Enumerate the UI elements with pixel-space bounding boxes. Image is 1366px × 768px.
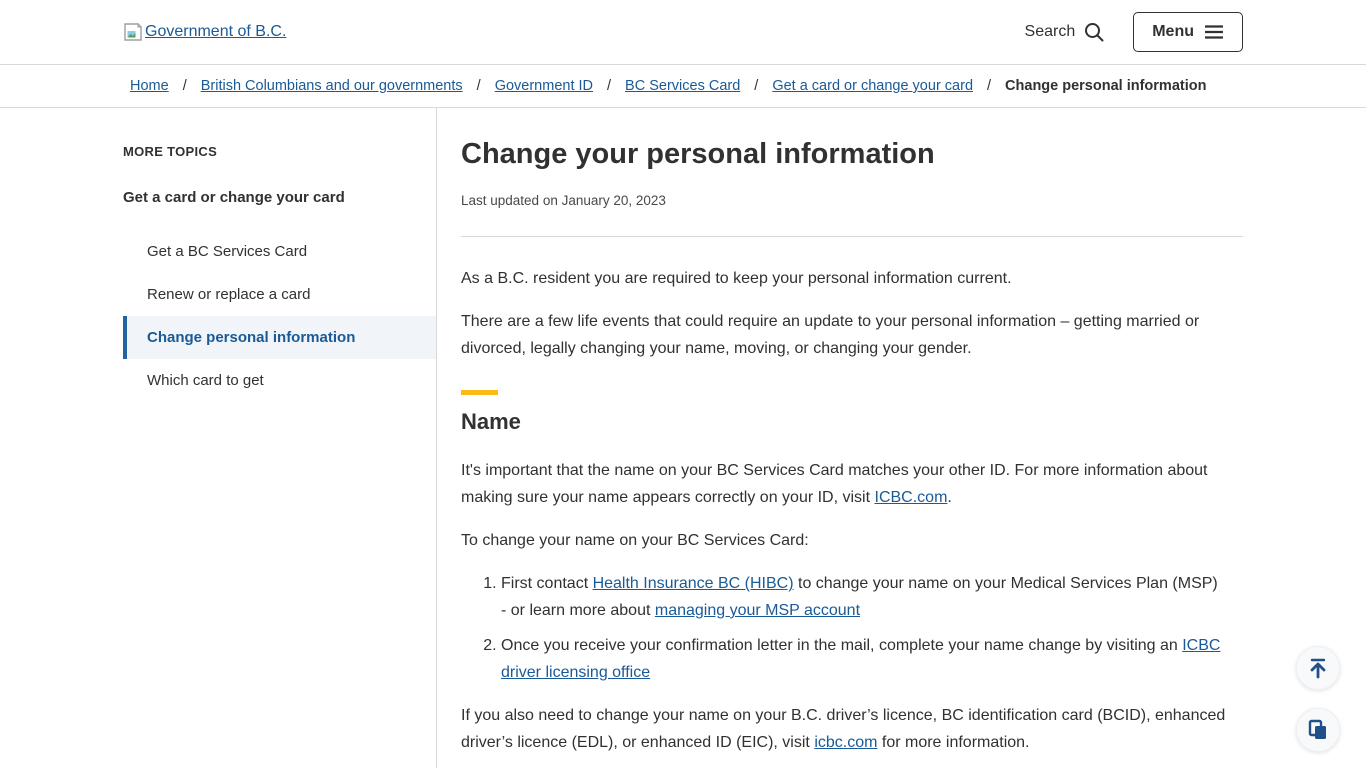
site-header	[0, 0, 1366, 64]
step-2	[501, 632, 1221, 686]
icbc-com-lower-link[interactable]: icbc.com	[814, 734, 878, 751]
breadcrumb-separator: /	[476, 78, 481, 94]
sidebar-heading: MORE TOPICS	[123, 144, 218, 159]
copy-page-button[interactable]	[1296, 708, 1340, 752]
arrow-up-icon	[1307, 657, 1329, 679]
sidebar-parent-link[interactable]: Get a card or change your card	[123, 189, 345, 206]
copy-icon	[1308, 719, 1328, 741]
gold-accent-bar	[461, 390, 498, 395]
broken-image-icon	[123, 22, 143, 42]
search-label: Search	[1024, 23, 1076, 40]
breadcrumb-government-id[interactable]: Government ID	[494, 78, 594, 94]
breadcrumb-separator: /	[754, 78, 759, 94]
gov-bc-logo-link[interactable]	[123, 22, 286, 42]
text-segment: Once you receive your confirmation letter in the mail, complete your name change by visiting an	[501, 637, 1183, 654]
text-segment: .	[947, 489, 952, 506]
text-segment: It's important that the name on your BC Services Card matches your other ID. For more information about making sure your name appears correctly on your ID, visit	[461, 462, 1208, 506]
managing-msp-account-link[interactable]: managing your MSP account	[654, 602, 861, 619]
breadcrumb-separator: /	[607, 78, 612, 94]
search-button[interactable]	[1025, 21, 1106, 43]
menu-button[interactable]	[1133, 12, 1243, 52]
hibc-link[interactable]: Health Insurance BC (HIBC)	[592, 575, 794, 592]
sidebar-item-change-personal-information[interactable]: Change personal information	[123, 316, 436, 359]
sidebar-item-renew-or-replace[interactable]: Renew or replace a card	[147, 286, 311, 303]
breadcrumb-bc-services-card[interactable]: BC Services Card	[625, 78, 741, 94]
logo-alt-text: Government of B.C.	[145, 23, 287, 40]
sidebar-item-which-card-to-get[interactable]: Which card to get	[147, 372, 264, 389]
breadcrumb-current-page: Change personal information	[1005, 78, 1207, 94]
text-segment: If you also need to change your name on your B.C. driver’s licence, BC identification card (BCID), enhanced driver’s licence (EDL), or enhanced ID (EIC), visit	[461, 707, 1226, 751]
divider	[461, 236, 1243, 237]
breadcrumb	[0, 64, 1366, 108]
search-icon	[1083, 21, 1105, 43]
breadcrumb-get-a-card[interactable]: Get a card or change your card	[772, 78, 974, 94]
text-segment: to change your name on your Medical Services Plan (MSP) - or learn more about	[501, 575, 1218, 619]
icbc-com-link[interactable]: ICBC.com	[874, 489, 948, 506]
intro-paragraph-2: There are a few life events that could require an update to your personal information – getting married or divorced, legally changing your name, moving, or changing your gender.	[461, 313, 1200, 357]
breadcrumb-british-columbians[interactable]: British Columbians and our governments	[200, 78, 463, 94]
step-1	[501, 570, 1221, 624]
menu-label: Menu	[1152, 23, 1194, 40]
sidebar-item-get-a-bc-services-card[interactable]: Get a BC Services Card	[147, 243, 308, 260]
breadcrumb-separator: /	[182, 78, 187, 94]
icbc-driver-licensing-office-link[interactable]: ICBC driver licensing office	[501, 637, 1221, 681]
name-paragraph-3	[461, 702, 1243, 756]
name-paragraph-1	[461, 457, 1243, 511]
intro-paragraph-1: As a B.C. resident you are required to keep your personal information current.	[461, 270, 1012, 287]
name-paragraph-2: To change your name on your BC Services Card:	[461, 532, 809, 549]
hamburger-icon	[1204, 24, 1224, 40]
side-navigation	[123, 108, 437, 768]
back-to-top-button[interactable]	[1296, 646, 1340, 690]
last-updated: Last updated on January 20, 2023	[461, 193, 666, 208]
text-segment: First contact	[501, 575, 593, 592]
main-content	[437, 108, 1243, 768]
name-section-heading: Name	[461, 409, 521, 434]
breadcrumb-home[interactable]: Home	[130, 78, 169, 94]
breadcrumb-separator: /	[987, 78, 992, 94]
page-title: Change your personal information	[461, 138, 935, 170]
text-segment: for more information.	[877, 734, 1030, 751]
name-change-steps	[461, 570, 1221, 686]
